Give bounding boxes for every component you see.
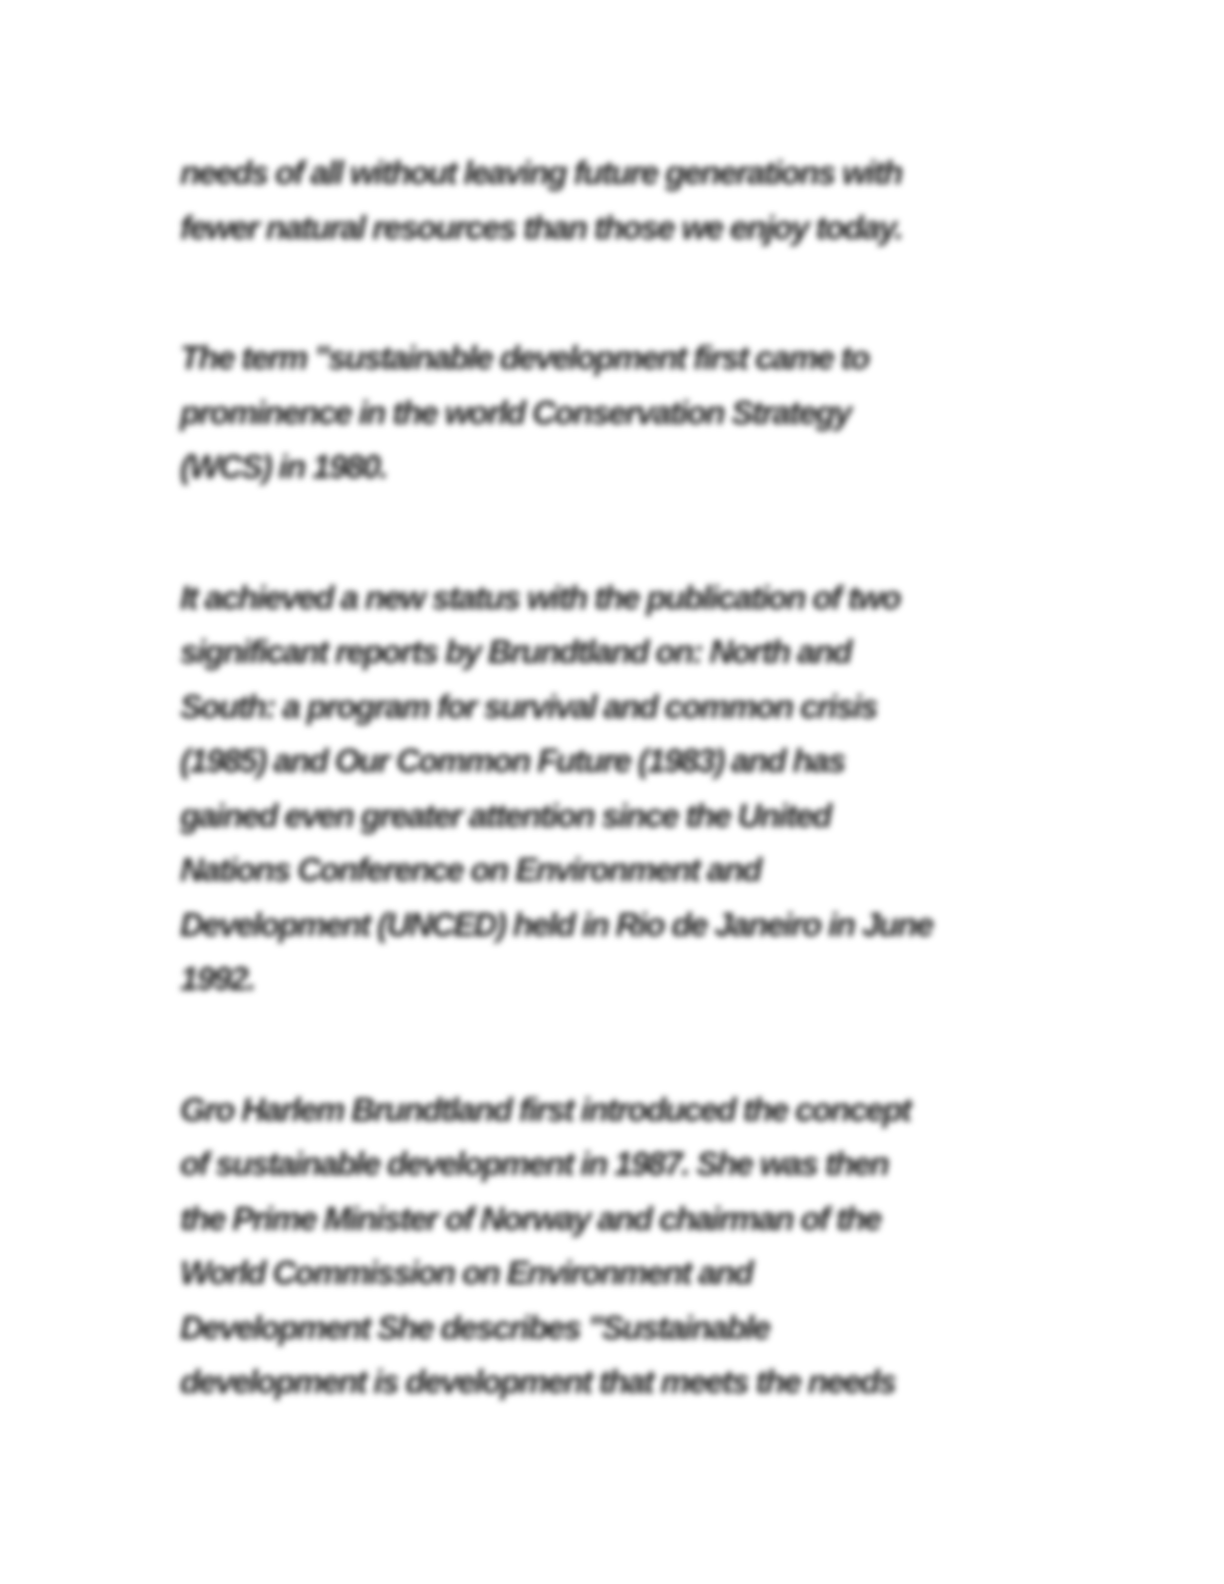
text-line: The term "sustainable development first came to: [180, 339, 869, 376]
text-line: gained even greater attention since the United: [180, 796, 831, 834]
paragraph-1: [180, 146, 1060, 255]
text-line: Development (UNCED) held in Rio de Janeiro in June: [180, 905, 933, 943]
text-line: World Commission on Environment and: [180, 1254, 753, 1291]
text-line: (1985) and Our Common Future (1983) and has: [180, 742, 845, 779]
paragraph-4: [180, 1083, 1060, 1410]
text-line: Nations Conference on Environment and: [180, 851, 761, 888]
text-line: Development She describes "Sustainable: [180, 1308, 770, 1346]
paragraph-2: [180, 331, 1060, 495]
text-line: It achieved a new status with the publication of two: [180, 578, 900, 616]
text-line: prominence in the world Conservation Strategy: [180, 393, 851, 431]
paragraph-3: [180, 571, 1060, 1007]
text-line: Gro Harlem Brundtland first introduced the concept: [180, 1090, 911, 1128]
text-line: the Prime Minister of Norway and chairman of the: [180, 1199, 881, 1237]
text-line: needs of all without leaving future generations with: [180, 154, 902, 191]
text-line: development is development that meets the needs: [180, 1363, 896, 1400]
text-line: (WCS) in 1980.: [180, 448, 387, 485]
text-line: South: a program for survival and common crisis: [180, 687, 877, 725]
document-page: [180, 146, 1060, 1486]
text-line: of sustainable development in 1987. She was then: [180, 1145, 889, 1182]
text-line: fewer natural resources than those we enjoy today.: [180, 208, 903, 246]
text-line: 1992.: [180, 960, 255, 997]
text-line: significant reports by Brundtland on: North and: [180, 633, 851, 670]
